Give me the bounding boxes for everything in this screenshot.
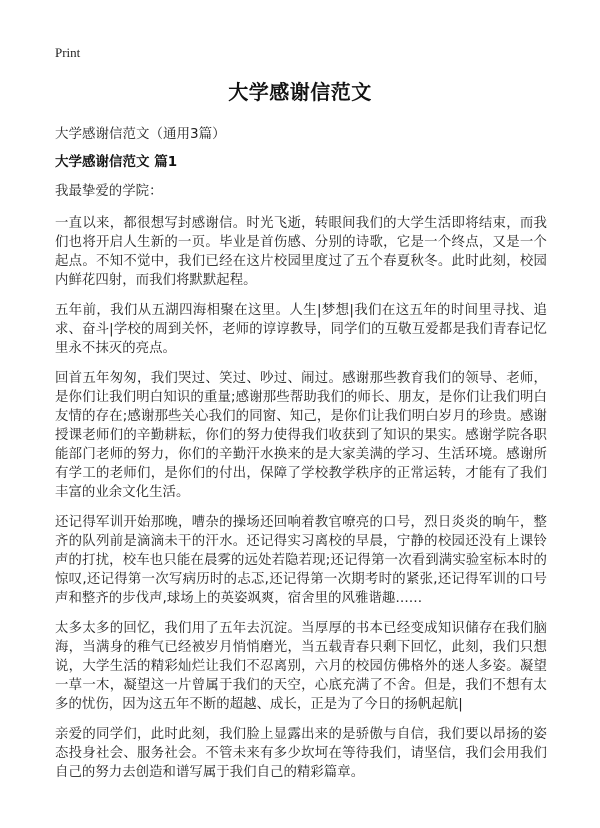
paragraph-3: 回首五年匆匆，我们哭过、笑过、吵过、闹过。感谢那些教育我们的领导、老师，是你们让我们明白知识的重量;感谢那些帮助我们的师长、朋友，是你们让我们明白友情的存在;感谢那些关心我们的同窗、知己，是你们让我们明白岁月的珍贵。感谢授课老师们的辛勤耕耘，你们的努力使得我们收获到了知识的果实。感谢学院各职能部门老师的努力，你们的辛勤汗水换来的是大家美满的学习、生活环境。感谢所有学工的老师们，是你们的付出，保障了学校教学秩序的正常运转，才能有了我们丰富的业余文化生活。 — [55, 371, 547, 500]
page-title: 大学感谢信范文 — [228, 80, 372, 104]
section-heading: 大学感谢信范文 篇1 — [55, 154, 178, 170]
paragraph-6: 亲爱的同学们，此时此刻，我们脸上显露出来的是骄傲与自信，我们要以昂扬的姿态投身社会、服务社会。不管未来有多少坎坷在等待我们，请坚信，我们会用我们自己的努力去创造和谱写属于我们自己的精彩篇章。 — [55, 727, 547, 780]
paragraph-4: 还记得军训开始那晚，嘈杂的操场还回响着教官嘹亮的口号，烈日炎炎的晌午，整齐的队列前是滴滴未干的汗水。还记得实习离校的早晨，宁静的校园还没有上课铃声的打扰，校车也只能在晨雾的远处若隐若现;还记得第一次看到满实验室标本时的惊叹,还记得第一次写病历时的忐忑,还记得第一次期考时的紧张,还记得军训的口号声和整齐的步伐声,球场上的英姿飒爽，宿舍里的风雅谐趣…… — [55, 515, 547, 606]
salutation: 我最挚爱的学院： — [55, 184, 163, 199]
print-link[interactable]: Print — [55, 45, 81, 60]
paragraph-5: 太多太多的回忆，我们用了五年去沉淀。当厚厚的书本已经变成知识储存在我们脑海，当满身的稚气已经被岁月悄悄磨光，当五载青春只剩下回忆，此刻，我们只想说，大学生活的精彩灿烂让我们不忍离别，六月的校园仿佛格外的迷人多姿。凝望一草一木，凝望这一片曾属于我们的天空，心底充满了不舍。但是，我们不想有太多的忧伤，因为这五年不断的超越、成长，正是为了今日的扬帆起航| — [55, 621, 547, 712]
document-subtitle: 大学感谢信范文（通用3篇） — [55, 126, 226, 142]
paragraph-1: 一直以来，都很想写封感谢信。时光飞逝，转眼间我们的大学生活即将结束，而我们也将开启人生新的一页。毕业是首伤感、分别的诗歌，它是一个终点，又是一个起点。不知不觉中，我们已经在这片校园里度过了五个春夏秋冬。此时此刻，校园内鲜花四射，而我们将默默起程。 — [55, 216, 547, 288]
paragraph-2: 五年前，我们从五湖四海相聚在这里。人生|梦想|我们在这五年的时间里寻找、追求、奋斗|学校的周到关怀，老师的谆谆教导，同学们的互敬互爱都是我们青春记忆里永不抹灭的亮点。 — [55, 303, 547, 356]
letter-body — [55, 182, 547, 793]
